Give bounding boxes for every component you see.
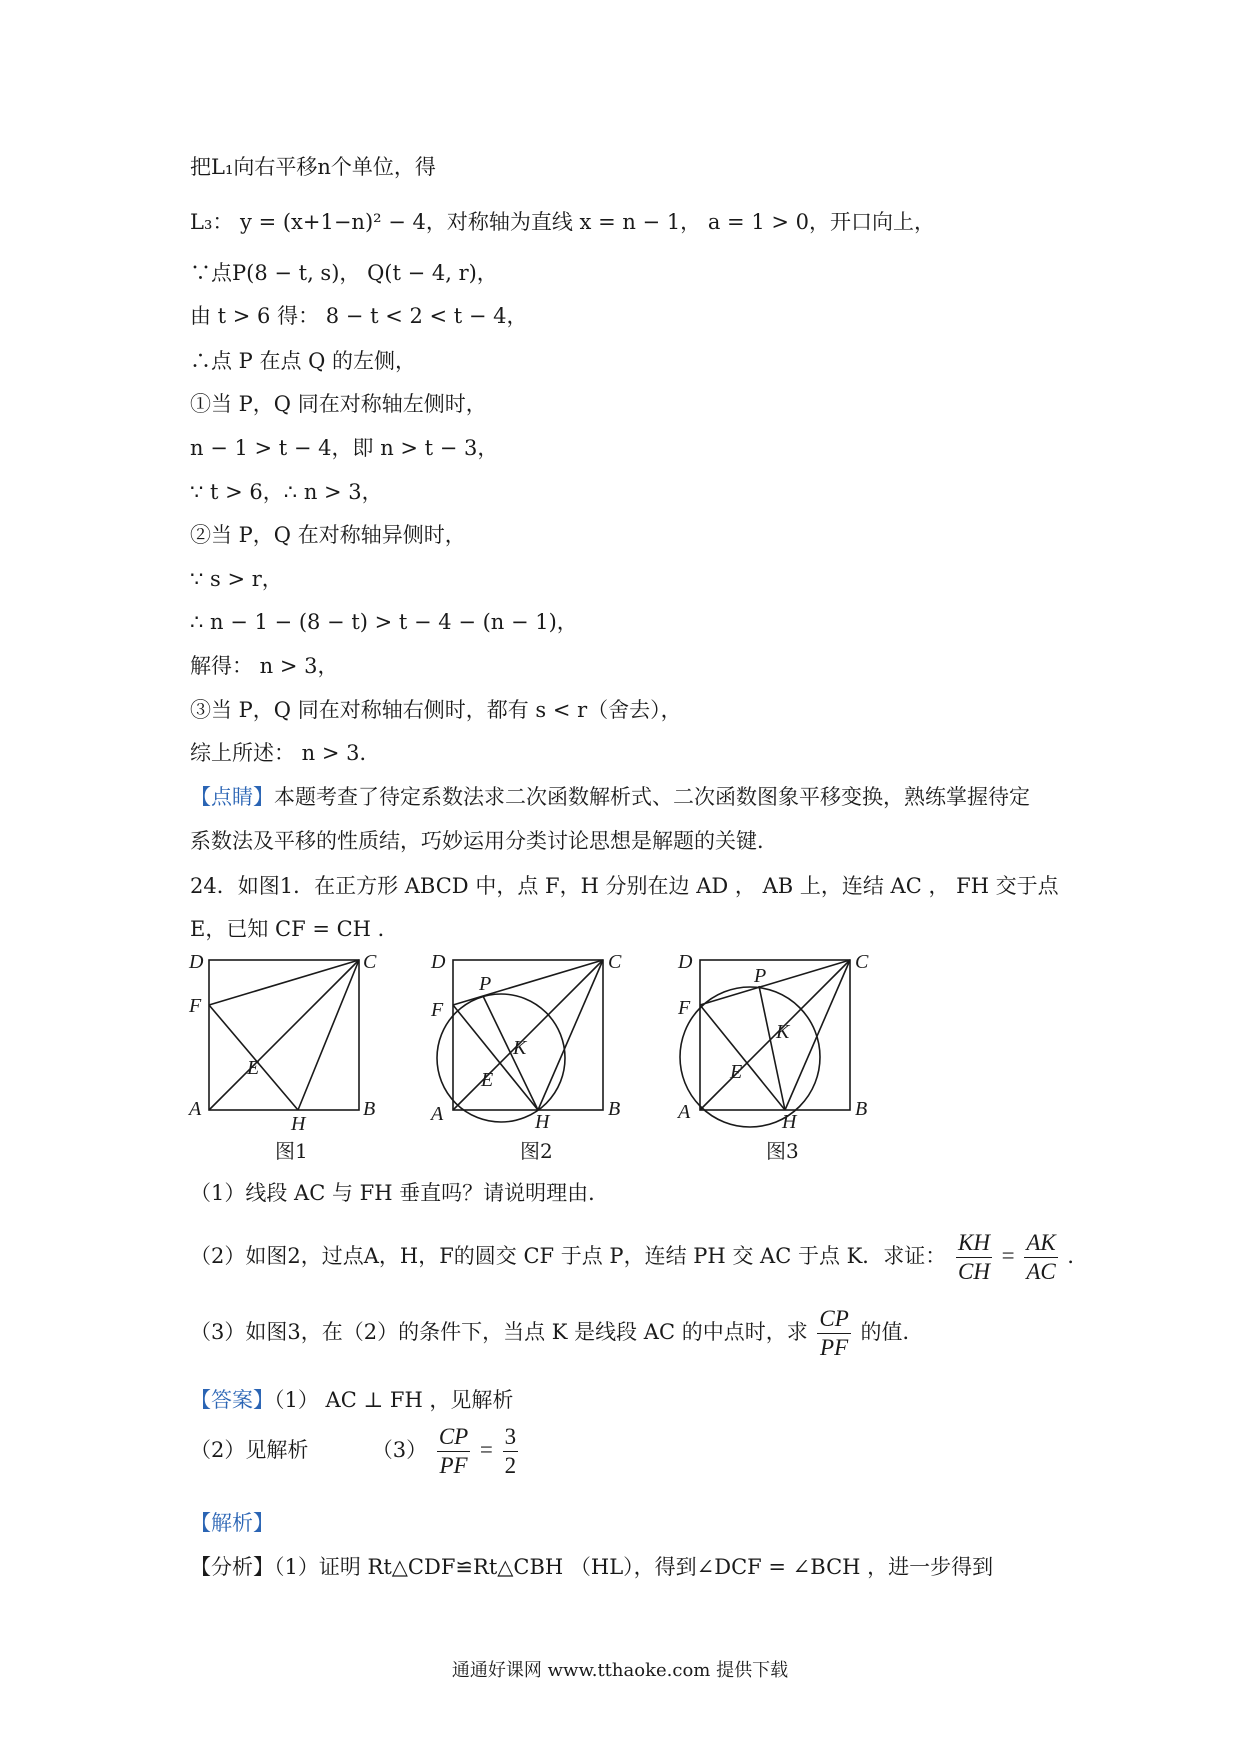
label-a: A (189, 1098, 202, 1120)
solution-line-1: 把L₁向右平移n个单位，得 (190, 155, 436, 179)
fraction-denominator: PF (439, 1453, 468, 1478)
answer-tag: 【答案】 (190, 1388, 274, 1412)
figure-1 (185, 950, 385, 1134)
label-c: C (363, 951, 377, 973)
label-f: F (189, 995, 202, 1017)
label-c: C (608, 951, 622, 973)
figure-3 (672, 950, 872, 1134)
fraction-kh-ch (956, 1229, 992, 1286)
comment-text-1: 本题考查了待定系数法求二次函数解析式、二次函数图象平移变换，熟练掌握待定 (274, 785, 1030, 809)
figure-2-caption: 图2 (520, 1139, 553, 1163)
solution-line-10: ∵ s > r， (190, 567, 283, 591)
problem-intro-1: 24．如图1．在正方形 ABCD 中，点 F，H 分别在边 AD ， AB 上，连结 AC ， FH 交于点 (190, 874, 1059, 898)
solution-line-8: ∵ t > 6，∴ n > 3， (190, 480, 383, 504)
fraction-three-halves (503, 1423, 519, 1480)
fenxi-tag: 【分析】 (190, 1555, 274, 1579)
question-1: （1）线段 AC 与 FH 垂直吗？请说明理由． (190, 1181, 610, 1205)
analysis-tag: 【解析】 (190, 1511, 274, 1535)
answer-2: （2）见解析 (190, 1438, 309, 1462)
problem-intro-2: E，已知 CF = CH ． (190, 917, 399, 941)
label-e: E (481, 1069, 494, 1091)
solution-line-11: ∴ n − 1 − (8 − t) > t − 4 − (n − 1)， (190, 610, 578, 634)
question-3-text: （3）如图3，在（2）的条件下，当点 K 是线段 AC 的中点时，求 (190, 1320, 808, 1344)
page-footer: 通通好课网 www.tthaoke.com 提供下载 (451, 1660, 789, 1681)
figure-1-caption: 图1 (275, 1139, 308, 1163)
label-b: B (363, 1098, 376, 1120)
label-d: D (189, 951, 204, 973)
label-h: H (782, 1111, 797, 1130)
solution-line-14: 综上所述： n > 3． (190, 741, 381, 765)
answer-line-2 (190, 1420, 521, 1480)
figure-3-caption: 图3 (766, 1139, 799, 1163)
comment-line-2: 系数法及平移的性质结，巧妙运用分类讨论思想是解题的关键． (190, 829, 778, 853)
fraction-denominator: 2 (504, 1453, 517, 1478)
label-d: D (431, 951, 446, 973)
fraction-cp-pf (817, 1305, 850, 1362)
analysis-fenxi-line (190, 1552, 993, 1582)
fraction-denominator: AC (1026, 1259, 1056, 1284)
fraction-denominator: PF (820, 1335, 849, 1360)
fraction-numerator: 3 (503, 1423, 519, 1452)
comment-line-1 (190, 782, 1030, 812)
fraction-numerator: KH (956, 1229, 992, 1258)
equals-sign: = (479, 1437, 493, 1462)
circle-afh (680, 987, 820, 1127)
label-e: E (730, 1061, 743, 1083)
label-h: H (535, 1111, 550, 1130)
label-p: P (479, 973, 492, 995)
question-3-suffix: 的值． (860, 1320, 924, 1344)
question-2 (190, 1226, 1088, 1286)
solution-line-7: n − 1 > t − 4，即 n > t − 3， (190, 436, 499, 460)
comment-tag: 【点睛】 (190, 785, 274, 809)
label-f: F (678, 997, 691, 1019)
solution-line-6: ①当 P，Q 同在对称轴左侧时， (190, 392, 487, 416)
solution-line-12: 解得： n > 3， (190, 654, 339, 678)
label-f: F (431, 999, 444, 1021)
fraction-numerator: CP (817, 1305, 850, 1334)
circle-afh (437, 994, 565, 1122)
fraction-numerator: CP (437, 1423, 470, 1452)
label-e: E (247, 1057, 260, 1079)
label-b: B (608, 1098, 621, 1120)
solution-line-2: L₃： y = (x+1−n)² − 4，对称轴为直线 x = n − 1， a = 1 > 0，开口向上， (190, 210, 935, 234)
label-h: H (291, 1113, 306, 1130)
equals-sign: = (1001, 1243, 1015, 1268)
analysis-tag-line (190, 1508, 274, 1538)
label-c: C (855, 951, 869, 973)
label-k: K (513, 1037, 527, 1059)
fraction-cp-pf-answer (437, 1423, 470, 1480)
answer-3-prefix: （3） (371, 1438, 428, 1462)
label-a: A (431, 1103, 444, 1125)
fraction-numerator: AK (1024, 1229, 1057, 1258)
fraction-denominator: CH (958, 1259, 990, 1284)
label-p: P (754, 965, 767, 987)
solution-line-4: 由 t > 6 得： 8 − t < 2 < t − 4， (190, 304, 528, 328)
figure-2 (425, 950, 625, 1134)
question-2-text: （2）如图2，过点A，H，F的圆交 CF 于点 P，连结 PH 交 AC 于点 K．求证： (190, 1244, 947, 1268)
answer-line-1 (190, 1385, 513, 1415)
question-3 (190, 1302, 923, 1362)
solution-line-5: ∴点 P 在点 Q 的左侧， (190, 349, 417, 373)
label-d: D (678, 951, 693, 973)
solution-line-3: ∵点P(8 − t, s)， Q(t − 4, r)， (190, 261, 498, 285)
label-k: K (776, 1021, 790, 1043)
label-b: B (855, 1098, 868, 1120)
fenxi-text: （1）证明 Rt△CDF≌Rt△CBH （HL），得到∠DCF = ∠BCH ，进一步得到 (274, 1555, 994, 1579)
answer-1: （1） AC ⊥ FH ，见解析 (274, 1388, 514, 1412)
fraction-ak-ac (1024, 1229, 1057, 1286)
solution-line-9: ②当 P，Q 在对称轴异侧时， (190, 523, 466, 547)
label-a: A (678, 1101, 691, 1123)
solution-line-13: ③当 P，Q 同在对称轴右侧时，都有 s < r（舍去）， (190, 698, 682, 722)
question-2-end: ． (1067, 1244, 1089, 1268)
